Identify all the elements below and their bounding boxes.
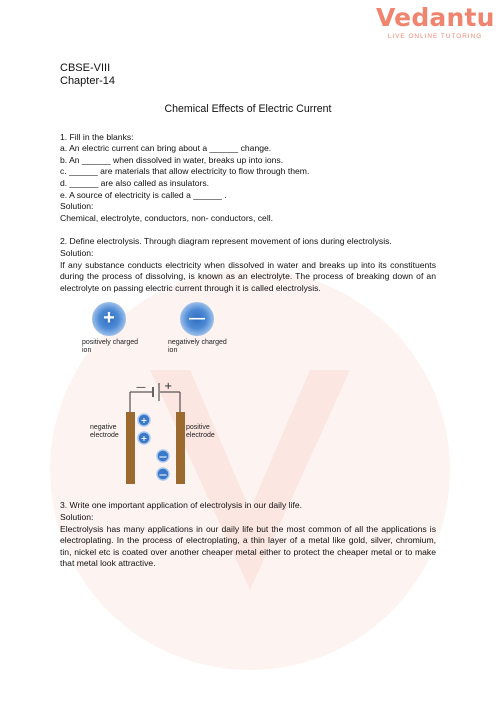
negative-electrode	[126, 412, 135, 484]
question-1	[60, 132, 436, 225]
q1-item-e: e. A source of electricity is called a ______ .	[60, 189, 227, 200]
q1-item-b: b. An ______ when dissolved in water, breaks up into ions.	[60, 154, 284, 165]
negative-electrode-label: negative electrode	[90, 424, 119, 440]
positive-ion-icon: +	[92, 302, 126, 336]
question-3	[60, 500, 436, 570]
q3-text: 3. Write one important application of electrolysis in our daily life.	[60, 500, 303, 511]
ion-minus-2-sign: —	[159, 470, 167, 480]
positive-electrode	[176, 412, 185, 484]
q2-text: 2. Define electrolysis. Through diagram represent movement of ions during electrolysis.	[60, 236, 392, 247]
document-body	[60, 62, 436, 570]
page-title: Chemical Effects of Electric Current	[164, 103, 332, 115]
q3-solution-label: Solution:	[60, 511, 94, 522]
ion-minus-1-sign: —	[159, 452, 167, 462]
electrolysis-cell-diagram	[60, 378, 436, 488]
positive-ion-label: positively charged ion	[82, 339, 139, 355]
ion-plus-2-sign: +	[140, 434, 148, 444]
logo-wordmark: Vedantu	[376, 3, 495, 32]
vedantu-logo	[376, 4, 494, 40]
class-label: CBSE-VIII	[60, 62, 111, 74]
chapter-label: Chapter-14	[60, 75, 116, 87]
negative-ion-label: negatively charged ion	[168, 339, 227, 355]
q1-item-d: d. ______ are also called as insulators.	[60, 177, 210, 188]
q3-answer: Electrolysis has many applications in our daily life but the most common of all the applications is electroplating. In the process of electroplating, a thin layer of a metal like gold, silver, chromium, tin, nickel etc is coated over another cheaper metal either to protect the cheaper metal or to make that metal look attractive.	[60, 523, 436, 569]
q2-solution-label: Solution:	[60, 247, 94, 258]
positive-electrode-label: positive electrode	[186, 424, 215, 440]
negative-ion-icon: —	[180, 302, 214, 336]
ions-legend	[60, 302, 436, 364]
q1-text: 1. Fill in the blanks:	[60, 131, 134, 142]
ion-plus-1-sign: +	[140, 416, 148, 426]
question-2	[60, 236, 436, 488]
battery-plus-sign: +	[164, 381, 173, 393]
battery-minus-sign: —	[136, 382, 146, 394]
q1-item-c: c. ______ are materials that allow electricity to flow through them.	[60, 166, 310, 177]
q1-item-a: a. An electric current can bring about a ______ change.	[60, 143, 272, 154]
q1-solution-label: Solution:	[60, 201, 94, 212]
q2-answer: If any substance conducts electricity when dissolved in water and breaks up into its constituents during the process of dissolving, is known as an electrolyte. The process of breaking down of an electrolyte on passing electric current through it is called electrolysis.	[60, 259, 436, 293]
logo-tagline: LIVE ONLINE TUTORING	[387, 33, 483, 40]
q1-answer: Chemical, electrolyte, conductors, non- conductors, cell.	[60, 212, 274, 223]
